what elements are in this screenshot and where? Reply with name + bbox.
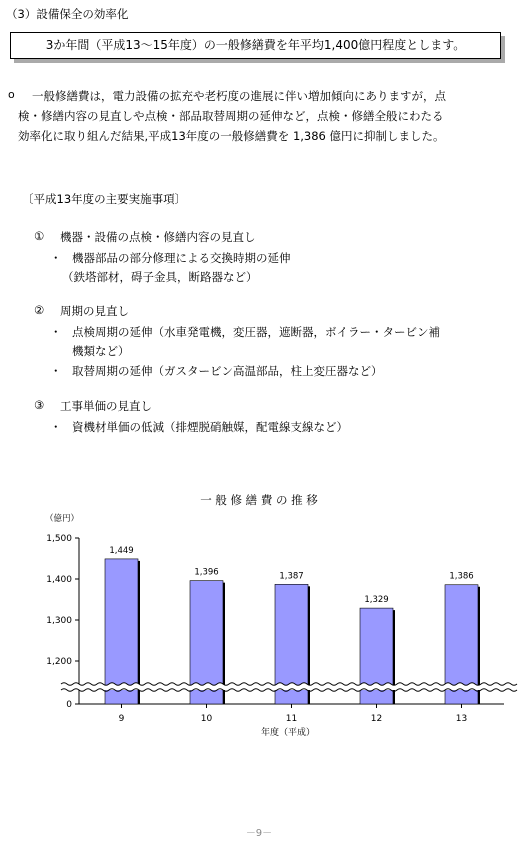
measure-bullet-text: 点検周期の延伸（水車発電機，変圧器，遮断器，ボイラー・タービン補 <box>72 325 440 339</box>
measure-bullet-mark: ・ <box>50 364 62 378</box>
measure-bullet-text: （鉄塔部材，碍子金具，断路器など） <box>62 270 258 284</box>
measure-bullet-text: 機器部品の部分修理による交換時期の延伸 <box>72 251 291 265</box>
paragraph-line: 検・修繕内容の見直しや点検・部品取替周期の延伸など，点検・修繕全般にわたる <box>18 109 444 123</box>
x-tick-label: 11 <box>285 714 298 724</box>
measure-bullet-mark: ・ <box>50 420 62 434</box>
paragraph-bullet: o <box>8 88 15 101</box>
measure-title: 工事単価の見直し <box>60 399 152 413</box>
x-tick-label: 12 <box>370 714 383 724</box>
paragraph-line: 一般修繕費は，電力設備の拡充や老朽度の進展に伴い増加傾向にありますが，点 <box>32 89 446 103</box>
measure-title: 機器・設備の点検・修繕内容の見直し <box>60 230 256 244</box>
chart-title: 一 般 修 繕 費 の 推 移 <box>200 493 318 507</box>
measure-number: ① <box>34 229 45 243</box>
bar-value-label: 1,387 <box>279 571 304 582</box>
bar-value-label: 1,329 <box>364 595 389 606</box>
x-tick-label: 13 <box>455 714 468 724</box>
bar-value-label: 1,396 <box>194 567 219 578</box>
measure-bullet-mark: ・ <box>50 251 62 265</box>
bar-value-label: 1,386 <box>449 571 474 582</box>
y-tick-label: 1,400 <box>46 575 72 585</box>
section-title: （3）設備保全の効率化 <box>6 7 129 21</box>
y-tick-label: 1,300 <box>46 616 72 626</box>
chart-x-axis-label: 年度（平成） <box>260 728 316 738</box>
measure-number: ③ <box>34 398 45 412</box>
paragraph-line: 効率化に取り組んだ結果,平成13年度の一般修繕費を 1,386 億円に抑制しました。 <box>18 129 445 143</box>
measure-bullet-text: 取替周期の延伸（ガスタービン高温部品，柱上変圧器など） <box>72 364 383 378</box>
y-zero-label: 0 <box>66 700 72 710</box>
page-number: －9－ <box>245 828 273 839</box>
y-tick-label: 1,200 <box>46 657 72 667</box>
measure-bullet-text: 資機材単価の低減（排煙脱硝触媒，配電線支線など） <box>72 420 348 434</box>
bar-value-label: 1,449 <box>109 545 134 556</box>
measure-bullet-mark: ・ <box>50 325 62 339</box>
bar <box>105 559 138 704</box>
chart-y-axis-label: （億円） <box>45 514 80 524</box>
measure-number: ② <box>34 303 45 317</box>
x-tick-label: 9 <box>118 714 125 724</box>
y-tick-label: 1,500 <box>46 534 72 544</box>
measure-title: 周期の見直し <box>60 304 129 318</box>
summary-box: 3か年間（平成13～15年度）の一般修繕費を年平均1,400億円程度とします。 <box>10 32 501 59</box>
measures-heading: 〔平成13年度の主要実施事項〕 <box>22 192 187 206</box>
x-tick-label: 10 <box>200 714 213 724</box>
measure-bullet-text: 機類など） <box>72 344 130 358</box>
